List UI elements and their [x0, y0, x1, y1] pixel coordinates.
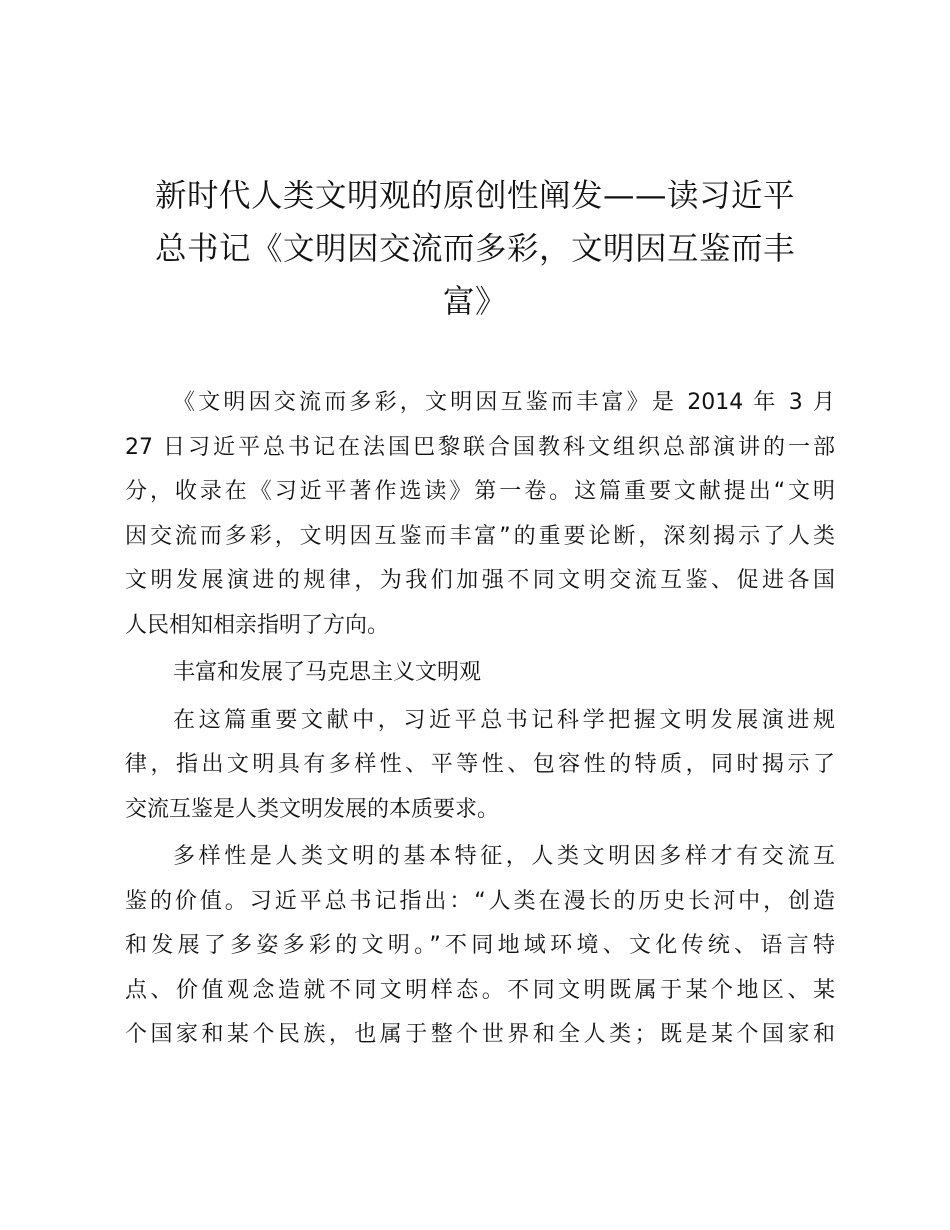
paragraph-line: 鉴的价值。习近平总书记指出：“人类在漫长的历史长河中，创造 — [125, 888, 835, 914]
paragraph-line: 交流互鉴是人类文明发展的本质要求。 — [125, 796, 500, 822]
title-line: 富》 — [442, 284, 507, 320]
paragraph-characteristics — [125, 699, 835, 833]
paragraph-line: 文明发展演进的规律，为我们加强不同文明交流互鉴、促进各国 — [125, 568, 835, 593]
paragraph-line: 《文明因交流而多彩，文明因互鉴而丰富》是 2014 年 3 月 — [173, 390, 835, 415]
paragraph-intro — [125, 381, 835, 648]
paragraph-line: 人民相知相亲指明了方向。 — [125, 612, 390, 638]
paragraph-line: 因交流而多彩，文明因互鉴而丰富”的重要论断，深刻揭示了人类 — [125, 523, 835, 549]
title-line: 总书记《文明因交流而多彩，文明因互鉴而丰 — [154, 231, 795, 267]
paragraph-line: 分，收录在《习近平著作选读》第一卷。这篇重要文献提出“文明 — [125, 479, 835, 504]
document-body — [125, 381, 835, 1058]
paragraph-line: 多样性是人类文明的基本特征，人类文明因多样才有交流互 — [173, 844, 835, 869]
document-title — [125, 170, 825, 329]
title-line: 新时代人类文明观的原创性阐发——读习近平 — [154, 178, 795, 214]
paragraph-diversity — [125, 835, 835, 1058]
paragraph-line: 律，指出文明具有多样性、平等性、包容性的特质，同时揭示了 — [125, 752, 835, 777]
paragraph-line: 个国家和某个民族，也属于整个世界和全人类；既是某个国家和 — [125, 1022, 835, 1047]
section-heading — [125, 651, 835, 696]
paragraph-line: 点、价值观念造就不同文明样态。不同文明既属于某个地区、某 — [125, 977, 835, 1003]
section-heading-text: 丰富和发展了马克思主义文明观 — [173, 660, 482, 685]
paragraph-line: 和发展了多姿多彩的文明。”不同地域环境、文化传统、语言特 — [125, 933, 835, 958]
paragraph-line: 27 日习近平总书记在法国巴黎联合国教科文组织总部演讲的一部 — [125, 434, 835, 460]
paragraph-line: 在这篇重要文献中，习近平总书记科学把握文明发展演进规 — [173, 707, 835, 733]
